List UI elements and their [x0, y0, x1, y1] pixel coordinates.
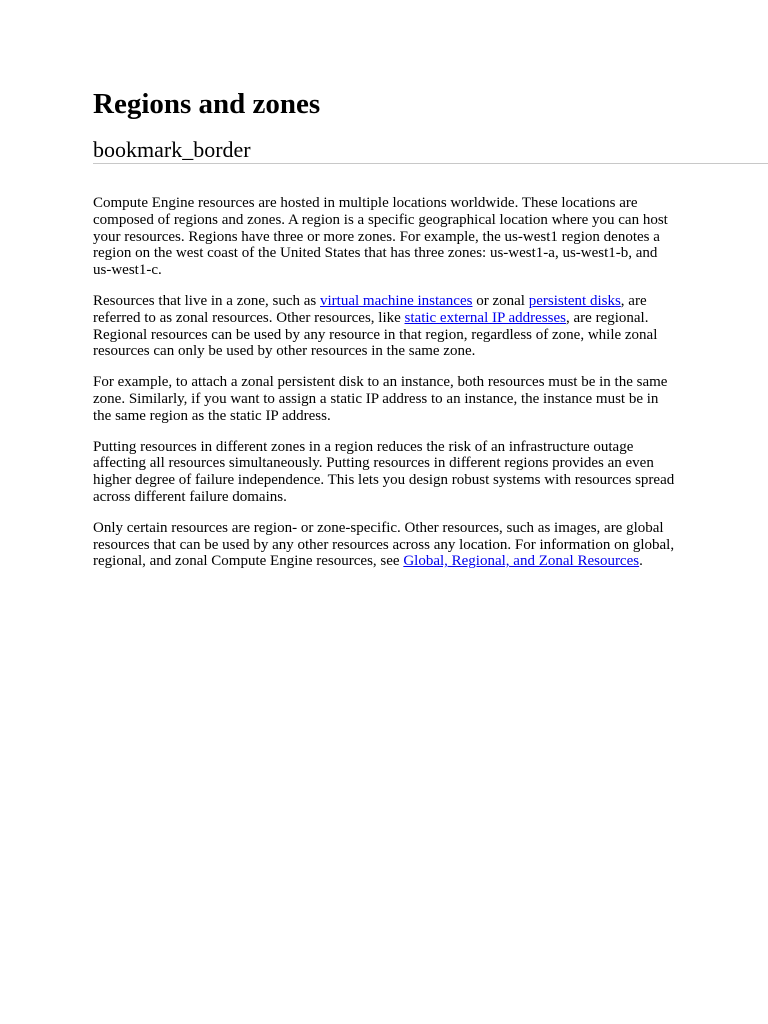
link-persistent-disks[interactable]: persistent disks — [528, 292, 621, 309]
paragraph-attach-example: For example, to attach a zonal persistent disk to an instance, both resources must be in the same zone. Similarly, if you want to assign a static IP address to an instance, the instance must be in the same region as the static IP address. — [93, 374, 668, 424]
paragraph-global-resources — [93, 520, 675, 570]
page-title: Regions and zones — [93, 88, 321, 120]
paragraph-text: . — [639, 553, 643, 570]
link-virtual-machine-instances[interactable]: virtual machine instances — [320, 292, 473, 309]
paragraph-text: , are regional. Regional resources can be used by any resource in that region, regardless of zone, while zonal resources can only be used by other resources in the same zone. — [93, 309, 658, 360]
article-body — [93, 195, 675, 584]
paragraph-text: or zonal — [472, 292, 529, 309]
paragraph-zonal-resources — [93, 293, 675, 360]
paragraph-regions-overview: Compute Engine resources are hosted in multiple locations worldwide. These locations are composed of regions and zones. A region is a specific geographical location where you can host your resources. Regions have three or more zones. For example, the us-west1 region denotes a region on the west coast of the United States that has three zones: us-west1-a, us-west1-b, and us-west1-c. — [93, 195, 668, 279]
bookmark-border-icon-label[interactable]: bookmark_border — [93, 137, 251, 162]
paragraph-failure-independence: Putting resources in different zones in a region reduces the risk of an infrastructure outage affecting all resources simultaneously. Putting resources in different regions provides an even higher degree of failure independence. This lets you design robust systems with resources spread across different failure domains. — [93, 438, 675, 505]
link-global-regional-zonal-resources[interactable]: Global, Regional, and Zonal Resources — [403, 553, 640, 570]
header-divider — [93, 163, 768, 164]
paragraph-text: Resources that live in a zone, such as — [93, 292, 321, 309]
paragraph-text: , are referred to as zonal resources. Other resources, like — [93, 292, 647, 326]
paragraph-text: Only certain resources are region- or zone-specific. Other resources, such as images, are global resources that can be used by any other resources across any location. For information on global, regional, and zonal Compute Engine resources, see — [93, 519, 675, 570]
link-static-external-ip-addresses[interactable]: static external IP addresses — [404, 309, 567, 326]
